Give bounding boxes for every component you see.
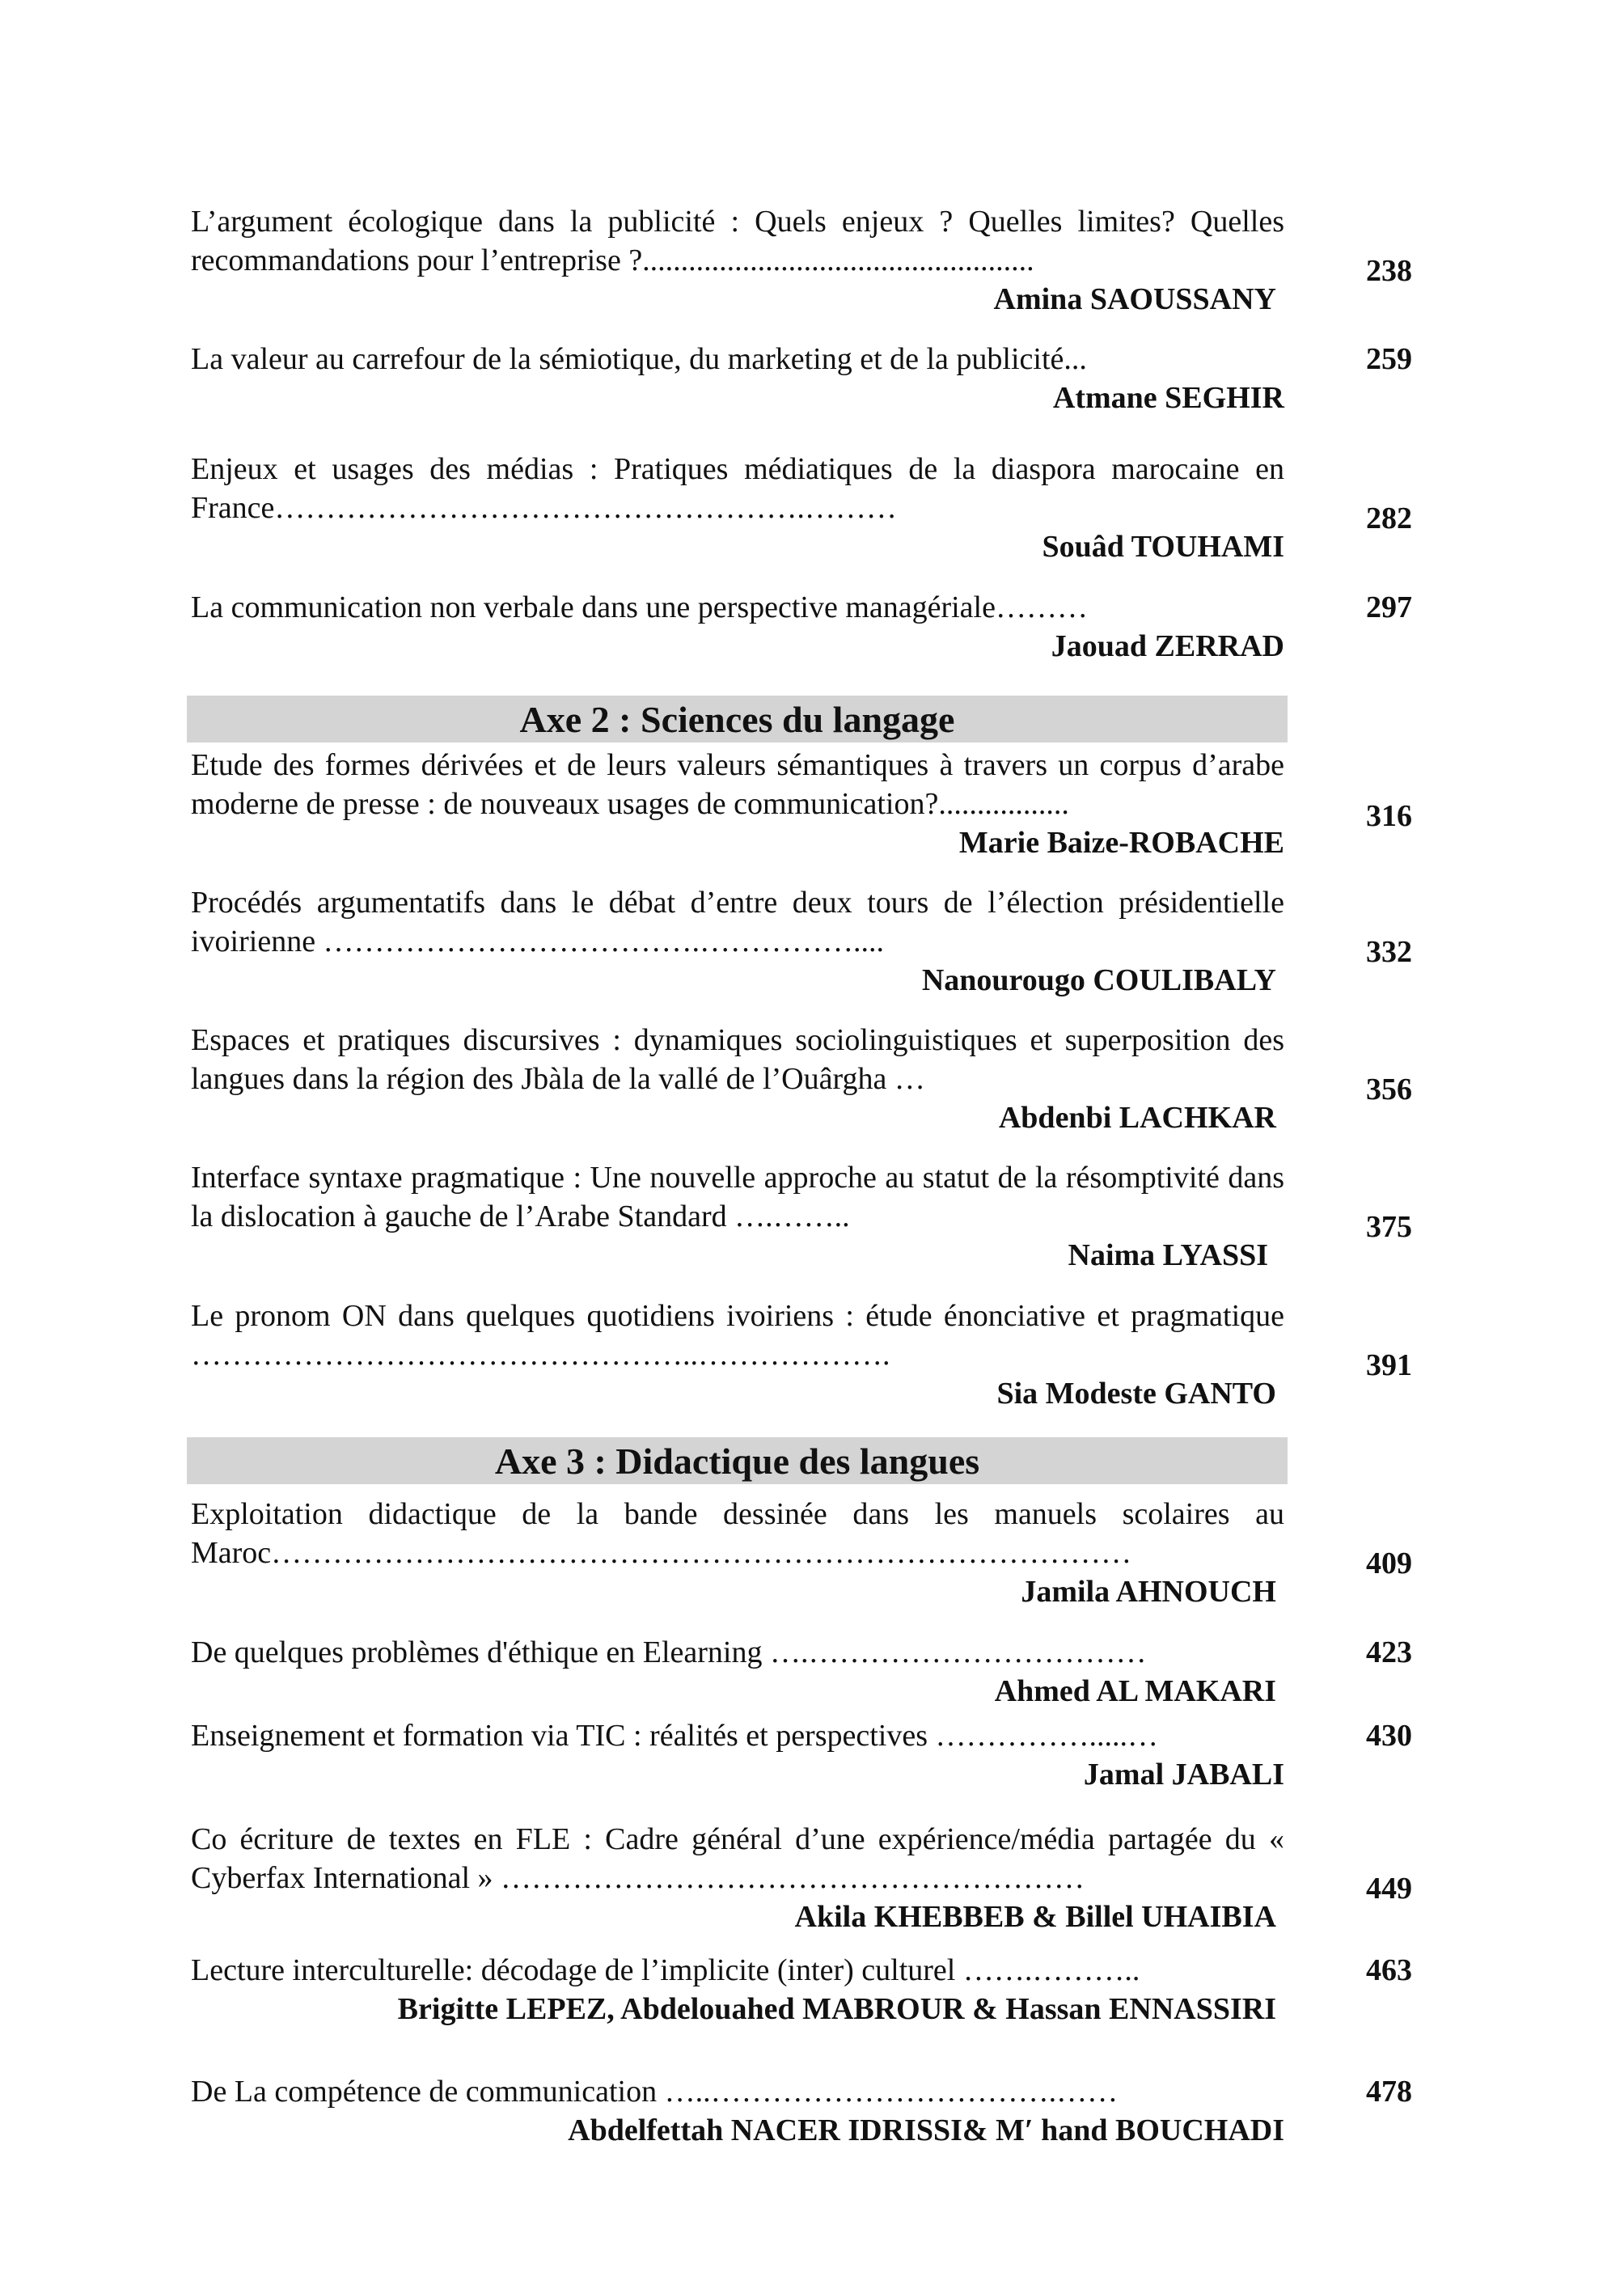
section-header-axe-3: Axe 3 : Didactique des langues <box>187 1437 1288 1484</box>
entry-title: Exploitation didactique de la bande dessinée dans les manuels scolaires au Maroc………………………………………………………………………… <box>191 1497 1284 1570</box>
entry-page-number: 478 <box>1366 2075 1412 2109</box>
entry-title: De La compétence de communication …..…………………………….…… <box>191 2075 1119 2109</box>
entry-title: De quelques problèmes d'éthique en Elearning ….…………………………… <box>191 1635 1147 1669</box>
section-header-axe-2: Axe 2 : Sciences du langage <box>187 696 1288 742</box>
entry-author: Souâd TOUHAMI <box>1042 530 1284 564</box>
toc-entry <box>191 1495 1412 1611</box>
entry-author: Jamal JABALI <box>1083 1758 1284 1792</box>
entry-page-number: 332 <box>1366 935 1412 969</box>
entry-page-number: 423 <box>1366 1635 1412 1669</box>
entry-page-number: 449 <box>1366 1872 1412 1906</box>
entry-page-number: 463 <box>1366 1953 1412 1987</box>
entry-title: Lecture interculturelle: décodage de l’implicite (inter) culturel …….……….. <box>191 1953 1140 1987</box>
entry-title: La communication non verbale dans une perspective managériale……… <box>191 590 1088 624</box>
entry-title: Interface syntaxe pragmatique : Une nouvelle approche au statut de la résomptivité dans la dislocation à gauche de l’Arabe Standard ….…….. <box>191 1161 1284 1233</box>
toc-entry <box>191 746 1412 862</box>
entry-title: L’argument écologique dans la publicité : Quels enjeux ? Quelles limites? Quelles recommandations pour l’entreprise ?................................................... <box>191 205 1284 277</box>
entry-page-number: 282 <box>1366 501 1412 535</box>
entry-page-number: 356 <box>1366 1072 1412 1106</box>
entry-author: Nanourougo COULIBALY <box>921 963 1276 997</box>
entry-title: Enseignement et formation via TIC : réalités et perspectives …………….....… <box>191 1719 1158 1753</box>
toc-entry <box>191 1820 1412 1936</box>
toc-entry <box>191 883 1412 1000</box>
entry-page-number: 375 <box>1366 1210 1412 1244</box>
entry-page-number: 259 <box>1366 342 1412 376</box>
entry-page-number: 430 <box>1366 1719 1412 1753</box>
entry-page-number: 316 <box>1366 799 1412 833</box>
entry-author: Akila KHEBBEB & Billel UHAIBIA <box>794 1900 1276 1934</box>
toc-entry <box>191 1716 1412 1794</box>
toc-entry <box>191 340 1412 417</box>
entry-author: Naima LYASSI <box>1068 1238 1268 1272</box>
entry-author: Jaouad ZERRAD <box>1051 629 1284 663</box>
entry-page-number: 297 <box>1366 590 1412 624</box>
entry-title: Procédés argumentatifs dans le débat d’entre deux tours de l’élection présidentielle ivoirienne ……………………………….…………….... <box>191 886 1284 958</box>
entry-author: Abdenbi LACHKAR <box>998 1101 1276 1135</box>
toc-entry <box>191 1951 1412 2029</box>
entry-author: Brigitte LEPEZ, Abdelouahed MABROUR & Hassan ENNASSIRI <box>397 1992 1276 2026</box>
entry-author: Jamila AHNOUCH <box>1021 1575 1276 1609</box>
entry-page-number: 391 <box>1366 1348 1412 1382</box>
toc-entry <box>191 202 1412 319</box>
toc-entry <box>191 1633 1412 1711</box>
toc-entry <box>191 1021 1412 1137</box>
entry-page-number: 238 <box>1366 254 1412 288</box>
entry-title: Enjeux et usages des médias : Pratiques médiatiques de la diaspora marocaine en France…………………………………………….……… <box>191 452 1284 525</box>
toc-entry <box>191 2072 1412 2150</box>
entry-title: La valeur au carrefour de la sémiotique, du marketing et de la publicité... <box>191 342 1087 376</box>
entry-title: Co écriture de textes en FLE : Cadre général d’une expérience/média partagée du « Cyberfax International » ………………………………………………… <box>191 1822 1284 1895</box>
entry-page-number: 409 <box>1366 1546 1412 1580</box>
entry-title: Etude des formes dérivées et de leurs valeurs sémantiques à travers un corpus d’arabe moderne de presse : de nouveaux usages de communication?................. <box>191 748 1284 821</box>
toc-entry <box>191 1158 1412 1275</box>
entry-author: Abdelfettah NACER IDRISSI& M′ hand BOUCHADI <box>568 2113 1284 2147</box>
entry-title: Espaces et pratiques discursives : dynamiques sociolinguistiques et superposition des langues dans la région des Jbàla de la vallé de l’Ouârgha … <box>191 1023 1284 1096</box>
entry-author: Ahmed AL MAKARI <box>994 1674 1276 1708</box>
entry-author: Marie Baize-ROBACHE <box>958 826 1284 860</box>
toc-entry <box>191 450 1412 566</box>
toc-entry <box>191 588 1412 666</box>
entry-title: Le pronom ON dans quelques quotidiens ivoiriens : étude énonciative et pragmatique …………………………………………..………………. <box>191 1299 1284 1372</box>
entry-author: Sia Modeste GANTO <box>996 1377 1276 1411</box>
entry-author: Atmane SEGHIR <box>1052 381 1284 415</box>
toc-entry <box>191 1297 1412 1413</box>
entry-author: Amina SAOUSSANY <box>993 282 1276 316</box>
